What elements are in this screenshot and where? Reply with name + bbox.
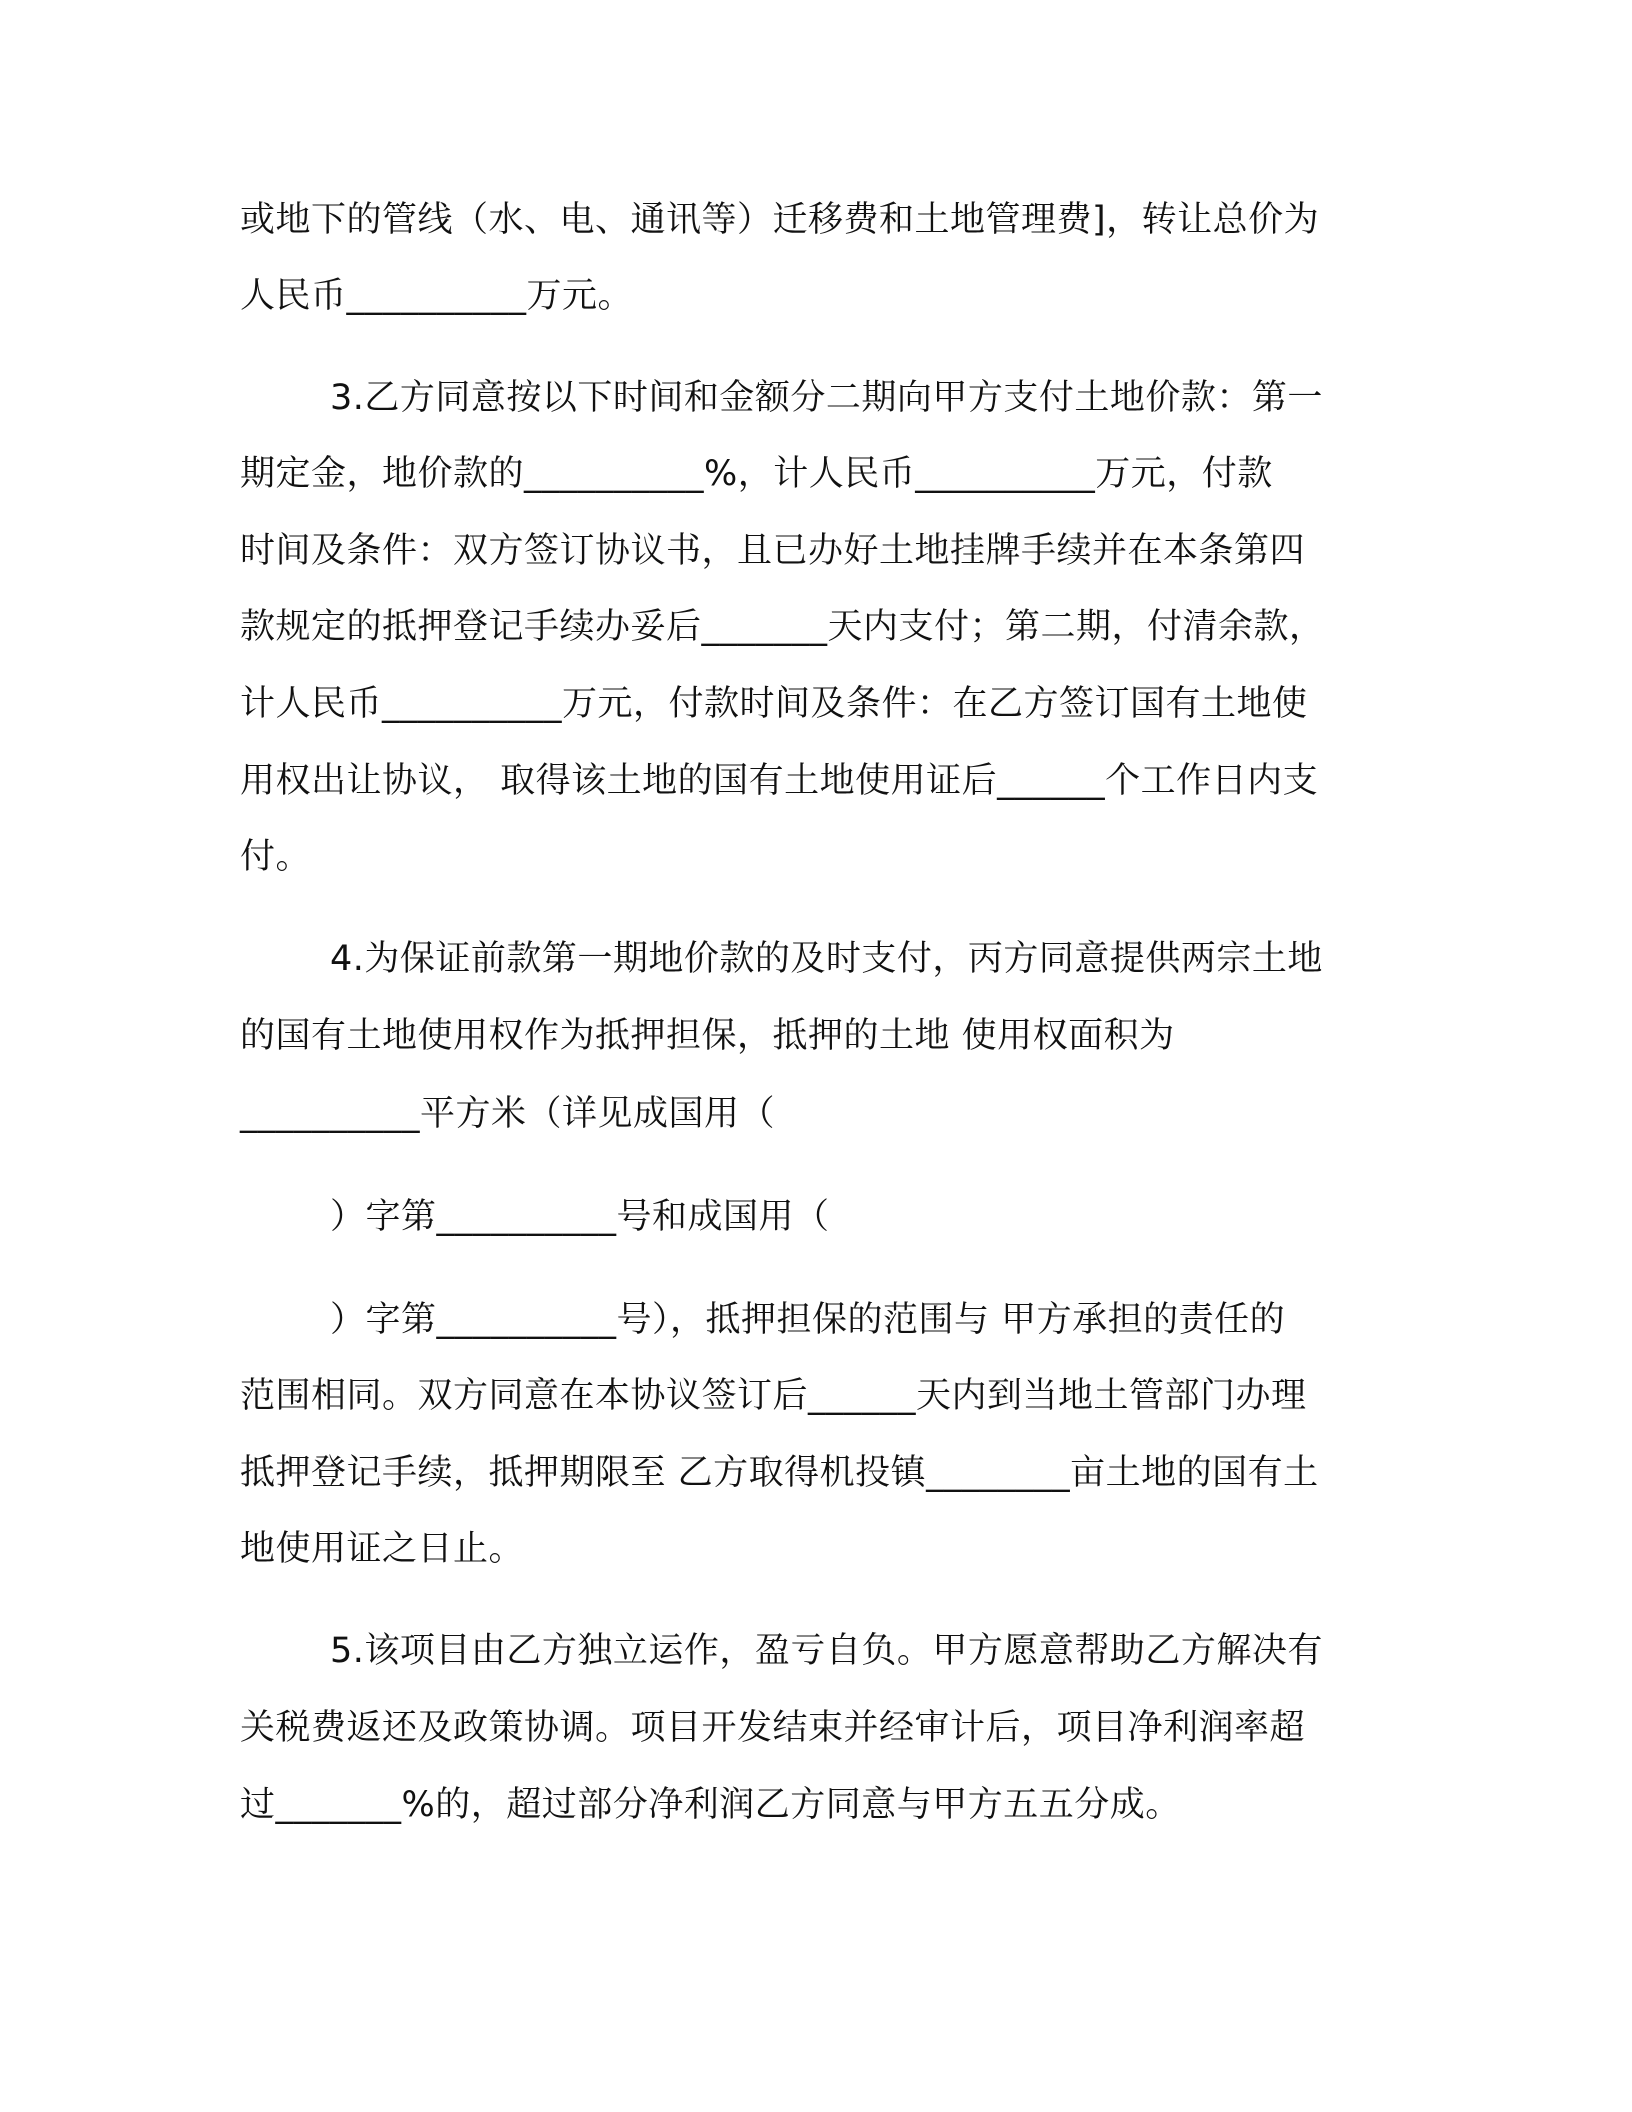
text-line: 抵押登记手续，抵押期限至 乙方取得机投镇________亩土地的国有土 [240,1453,1319,1493]
text-line: 的国有土地使用权作为抵押担保，抵押的土地 使用权面积为 [240,1016,1175,1056]
text-line: 款规定的抵押登记手续办妥后_______天内支付；第二期，付清余款， [240,607,1325,647]
text-line: 用权出让协议， 取得该土地的国有土地使用证后______个工作日内支 [240,761,1319,801]
text-line: 付。 [240,837,312,877]
text-line: ）字第__________号和成国用（ [330,1197,830,1237]
text-line: 或地下的管线（水、电、通讯等）迁移费和土地管理费]，转让总价为 [240,200,1320,240]
paragraph-3-start: 3.乙方同意按以下时间和金额分二期向甲方支付土地价款：第一 [330,378,1323,418]
text-line: 计人民币__________万元，付款时间及条件：在乙方签订国有土地使 [240,684,1308,724]
text-line: 范围相同。双方同意在本协议签订后______天内到当地土管部门办理 [240,1376,1307,1416]
text-line: 地使用证之日止。 [240,1529,525,1569]
text-line: ）字第__________号），抵押担保的范围与 甲方承担的责任的 [330,1300,1286,1340]
paragraph-5-start: 5.该项目由乙方独立运作，盈亏自负。甲方愿意帮助乙方解决有 [330,1631,1323,1671]
text-line: 关税费返还及政策协调。项目开发结束并经审计后，项目净利润率超 [240,1708,1306,1748]
text-line: 人民币__________万元。 [240,276,634,316]
text-line: 期定金，地价款的__________%，计人民币__________万元，付款 [240,454,1273,494]
text-line: __________平方米（详见成国用（ [240,1094,776,1134]
paragraph-4-start: 4.为保证前款第一期地价款的及时支付，丙方同意提供两宗土地 [330,939,1323,979]
text-line: 时间及条件：双方签订协议书，且已办好土地挂牌手续并在本条第四 [240,531,1306,571]
text-line: 过_______%的，超过部分净利润乙方同意与甲方五五分成。 [240,1785,1181,1825]
